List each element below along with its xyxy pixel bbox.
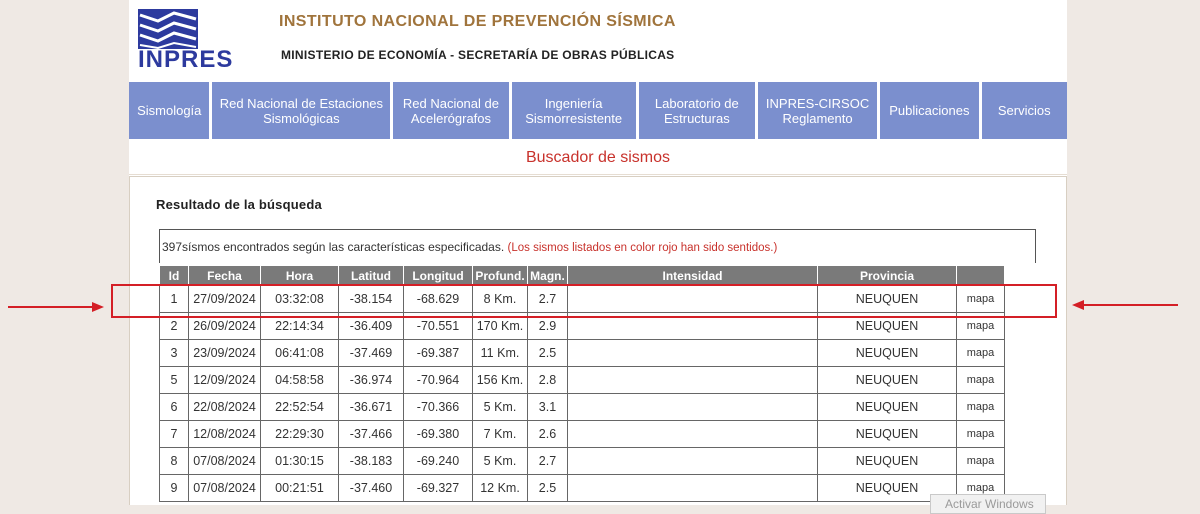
cell-provincia: NEUQUEN (818, 367, 957, 394)
cell-intensidad (568, 340, 818, 367)
cell-id: 6 (160, 394, 189, 421)
cell-magn: 2.7 (528, 448, 568, 475)
table-row (160, 313, 1005, 340)
cell-magn: 2.8 (528, 367, 568, 394)
cell-latitud: -37.460 (339, 475, 404, 502)
table-row (160, 448, 1005, 475)
felt-quakes-note: (Los sismos listados en color rojo han sido sentidos.) (507, 242, 778, 254)
nav-item-servicios[interactable]: Servicios (982, 82, 1067, 139)
cell-fecha: 07/08/2024 (189, 475, 261, 502)
cell-fecha: 26/09/2024 (189, 313, 261, 340)
cell-magn: 2.5 (528, 475, 568, 502)
cell-id: 5 (160, 367, 189, 394)
results-count-text: 397sísmos encontrados según las características especificadas. (162, 240, 505, 254)
map-link[interactable]: mapa (957, 475, 1005, 502)
table-row (160, 475, 1005, 502)
table-row (160, 394, 1005, 421)
cell-id: 3 (160, 340, 189, 367)
cell-intensidad (568, 313, 818, 340)
cell-fecha: 27/09/2024 (189, 286, 261, 313)
cell-hora: 04:58:58 (261, 367, 339, 394)
page-title: Buscador de sismos (129, 142, 1067, 175)
cell-longitud: -69.387 (404, 340, 473, 367)
cell-profund: 170 Km. (473, 313, 528, 340)
col-header-intensidad: Intensidad (568, 266, 818, 286)
col-header-latitud: Latitud (339, 266, 404, 286)
cell-id: 1 (160, 286, 189, 313)
cell-longitud: -68.629 (404, 286, 473, 313)
cell-intensidad (568, 448, 818, 475)
table-row (160, 340, 1005, 367)
cell-provincia: NEUQUEN (818, 421, 957, 448)
nav-item-cirsoc[interactable]: INPRES-CIRSOC Reglamento (758, 82, 877, 139)
cell-id: 8 (160, 448, 189, 475)
nav-item-ingenieria[interactable]: Ingeniería Sismorresistente (512, 82, 636, 139)
col-header-longitud: Longitud (404, 266, 473, 286)
col-header-hora: Hora (261, 266, 339, 286)
cell-longitud: -70.551 (404, 313, 473, 340)
cell-profund: 7 Km. (473, 421, 528, 448)
col-header-id: Id (160, 266, 189, 286)
table-row (160, 421, 1005, 448)
results-heading: Resultado de la búsqueda (156, 197, 322, 212)
cell-magn: 2.5 (528, 340, 568, 367)
map-link[interactable]: mapa (957, 313, 1005, 340)
nav-item-sismologia[interactable]: Sismología (129, 82, 209, 139)
nav-item-laboratorio[interactable]: Laboratorio de Estructuras (639, 82, 755, 139)
col-header-magn: Magn. (528, 266, 568, 286)
page-container (129, 0, 1067, 505)
cell-latitud: -38.183 (339, 448, 404, 475)
site-header (129, 0, 1067, 80)
cell-fecha: 23/09/2024 (189, 340, 261, 367)
cell-profund: 12 Km. (473, 475, 528, 502)
results-summary-box (159, 229, 1036, 263)
cell-latitud: -36.974 (339, 367, 404, 394)
cell-fecha: 07/08/2024 (189, 448, 261, 475)
cell-hora: 00:21:51 (261, 475, 339, 502)
ministry-name: MINISTERIO DE ECONOMÍA - SECRETARÍA DE OBRAS PÚBLICAS (281, 48, 675, 62)
nav-item-red-acelerografos[interactable]: Red Nacional de Acelerógrafos (393, 82, 508, 139)
cell-profund: 8 Km. (473, 286, 528, 313)
table-row (160, 367, 1005, 394)
cell-provincia: NEUQUEN (818, 340, 957, 367)
cell-id: 2 (160, 313, 189, 340)
main-nav (129, 82, 1067, 139)
map-link[interactable]: mapa (957, 421, 1005, 448)
cell-longitud: -70.366 (404, 394, 473, 421)
cell-id: 7 (160, 421, 189, 448)
map-link[interactable]: mapa (957, 340, 1005, 367)
cell-intensidad (568, 286, 818, 313)
col-header-profund: Profund. (473, 266, 528, 286)
cell-profund: 5 Km. (473, 394, 528, 421)
cell-provincia: NEUQUEN (818, 286, 957, 313)
results-summary (162, 240, 777, 254)
activation-tooltip: Activar Windows (930, 494, 1046, 514)
map-link[interactable]: mapa (957, 286, 1005, 313)
cell-latitud: -38.154 (339, 286, 404, 313)
map-link[interactable]: mapa (957, 448, 1005, 475)
cell-hora: 06:41:08 (261, 340, 339, 367)
cell-longitud: -70.964 (404, 367, 473, 394)
cell-magn: 2.7 (528, 286, 568, 313)
cell-profund: 156 Km. (473, 367, 528, 394)
results-panel (129, 176, 1067, 505)
col-header-provincia: Provincia (818, 266, 957, 286)
cell-longitud: -69.327 (404, 475, 473, 502)
cell-provincia: NEUQUEN (818, 448, 957, 475)
earthquake-table (159, 265, 1005, 502)
cell-magn: 2.6 (528, 421, 568, 448)
arrow-left-icon (1072, 297, 1178, 313)
cell-intensidad (568, 475, 818, 502)
wave-lines-icon (138, 9, 256, 49)
cell-profund: 5 Km. (473, 448, 528, 475)
cell-magn: 3.1 (528, 394, 568, 421)
cell-hora: 22:14:34 (261, 313, 339, 340)
cell-intensidad (568, 421, 818, 448)
map-link[interactable]: mapa (957, 367, 1005, 394)
cell-profund: 11 Km. (473, 340, 528, 367)
table-row (160, 286, 1005, 313)
map-link[interactable]: mapa (957, 394, 1005, 421)
inpres-logo[interactable] (138, 9, 256, 71)
cell-hora: 01:30:15 (261, 448, 339, 475)
table-header-row (160, 266, 1005, 286)
cell-provincia: NEUQUEN (818, 313, 957, 340)
cell-latitud: -36.409 (339, 313, 404, 340)
cell-hora: 22:52:54 (261, 394, 339, 421)
cell-intensidad (568, 367, 818, 394)
cell-longitud: -69.380 (404, 421, 473, 448)
institute-name: INSTITUTO NACIONAL DE PREVENCIÓN SÍSMICA (279, 13, 676, 30)
cell-hora: 03:32:08 (261, 286, 339, 313)
cell-id: 9 (160, 475, 189, 502)
cell-fecha: 12/08/2024 (189, 421, 261, 448)
cell-fecha: 12/09/2024 (189, 367, 261, 394)
cell-latitud: -36.671 (339, 394, 404, 421)
col-header-map (957, 266, 1005, 286)
cell-longitud: -69.240 (404, 448, 473, 475)
cell-provincia: NEUQUEN (818, 475, 957, 502)
cell-hora: 22:29:30 (261, 421, 339, 448)
cell-intensidad (568, 394, 818, 421)
nav-item-red-estaciones[interactable]: Red Nacional de Estaciones Sismológicas (212, 82, 390, 139)
cell-magn: 2.9 (528, 313, 568, 340)
arrow-right-icon (8, 299, 104, 315)
cell-latitud: -37.466 (339, 421, 404, 448)
logo-wordmark: INPRES (138, 46, 234, 73)
cell-latitud: -37.469 (339, 340, 404, 367)
cell-provincia: NEUQUEN (818, 394, 957, 421)
nav-item-publicaciones[interactable]: Publicaciones (880, 82, 978, 139)
cell-fecha: 22/08/2024 (189, 394, 261, 421)
col-header-fecha: Fecha (189, 266, 261, 286)
